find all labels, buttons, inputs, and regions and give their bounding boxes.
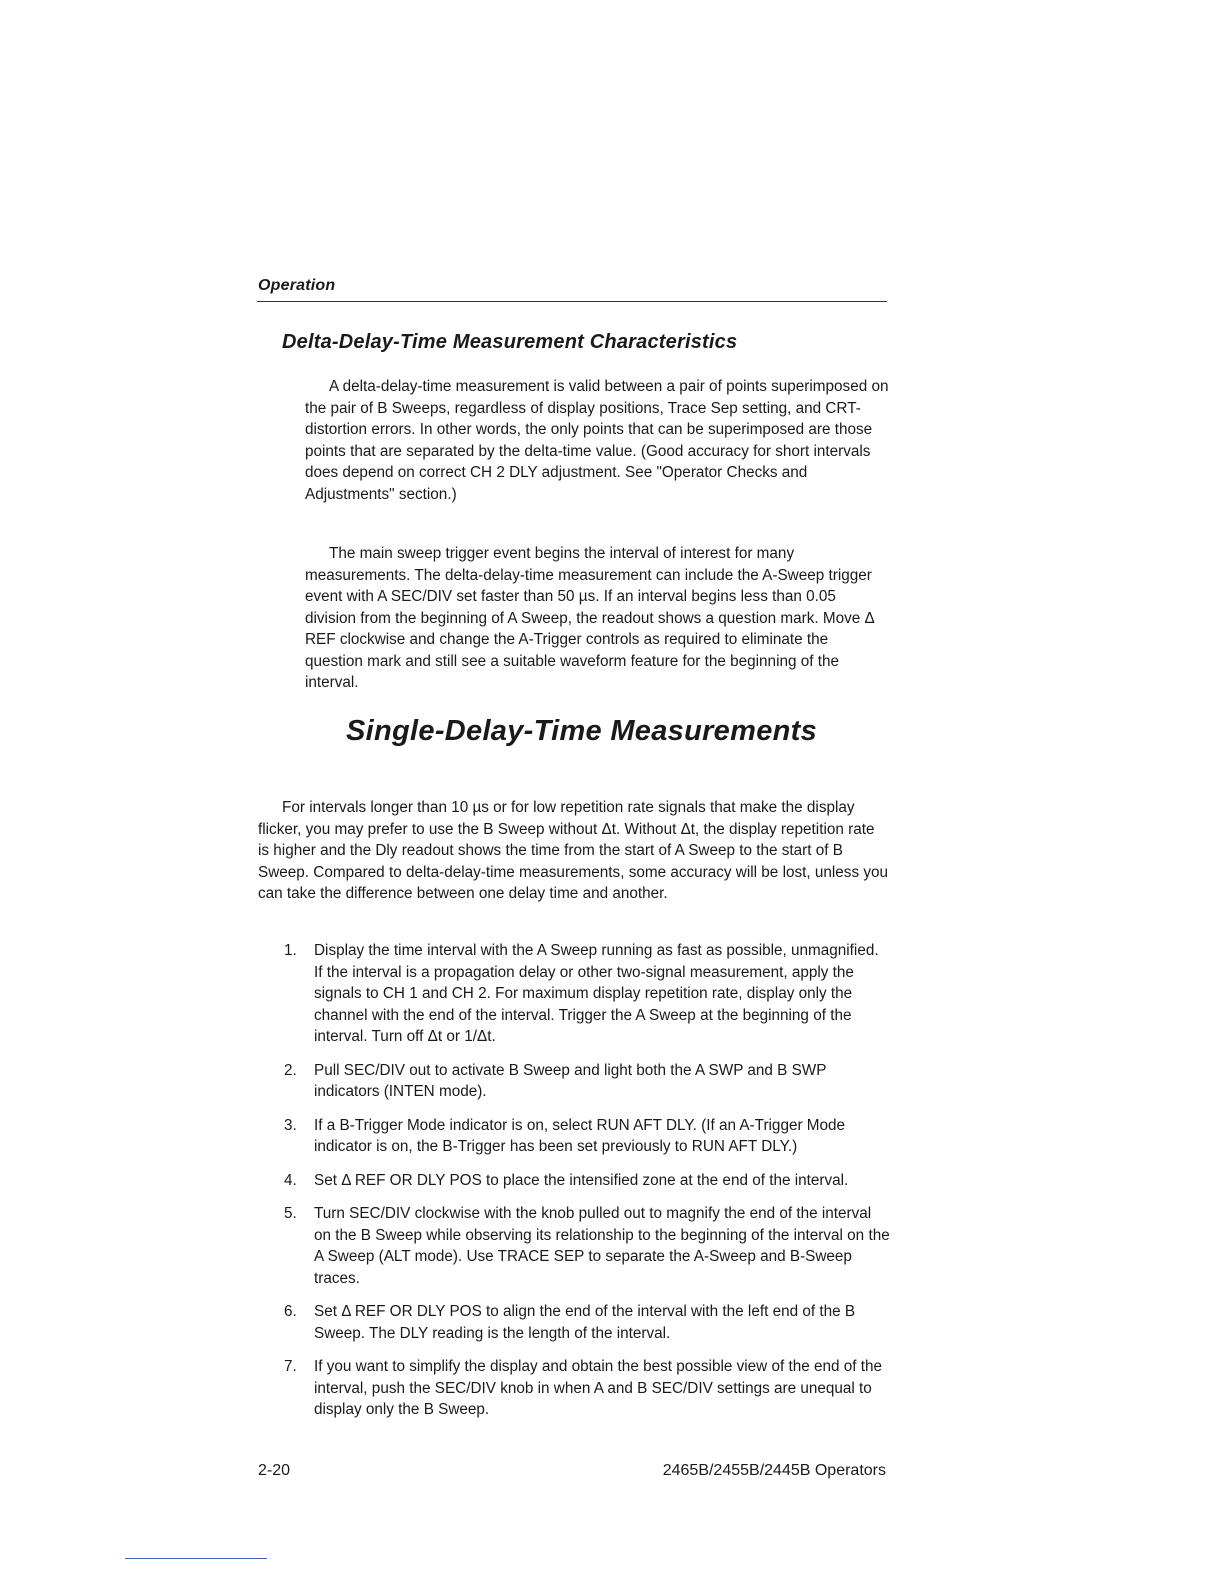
procedure-steps — [258, 940, 890, 1433]
step-text: Turn SEC/DIV clockwise with the knob pulled out to magnify the end of the interval on the B Sweep while observing its relationship to the beginning of the interval on the A Sweep (ALT mode). Use TRACE SEP to separate the A-Sweep and B-Sweep traces. — [314, 1205, 890, 1287]
step-number: 1. — [284, 942, 297, 959]
step-text: Display the time interval with the A Sweep running as fast as possible, unmagnified. If the interval is a propagation delay or other two-signal measurement, apply the signals to CH 1 and CH 2. For maximum display repetition rate, display only the channel with the end of the interval. Trigger the A Sweep at the beginning of the interval. Turn off Δt or 1/Δt. — [314, 942, 879, 1045]
step-item — [258, 1115, 890, 1158]
step-text: If a B-Trigger Mode indicator is on, select RUN AFT DLY. (If an A-Trigger Mode indicator is on, the B-Trigger has been set previously to RUN AFT DLY.) — [314, 1116, 846, 1155]
paragraph-text: A delta-delay-time measurement is valid between a pair of points superimposed on the pair of B Sweeps, regardless of display positions, Trace Sep setting, and CRT-distortion errors. In other words, the only points that can be superimposed are those points that are separated by the delta-time value. (Good accuracy for short intervals does depend on correct CH 2 DLY adjustment. See "Operator Checks and Adjustments" section.) — [305, 378, 889, 503]
paragraph-intro — [258, 797, 888, 905]
paragraph-text: For intervals longer than 10 µs or for low repetition rate signals that make the display flicker, you may prefer to use the B Sweep without Δt. Without Δt, the display repetition rate is higher and the Dly readout shows the time from the start of A Sweep to the start of B Sweep. Compared to delta-delay-time measurements, some accuracy will be lost, unless you can take the difference between one delay time and another. — [258, 799, 889, 902]
page-number: 2-20 — [258, 1462, 291, 1479]
bottom-rule — [125, 1558, 267, 1559]
step-number: 5. — [284, 1205, 297, 1222]
step-text: Set Δ REF OR DLY POS to align the end of the interval with the left end of the B Sweep. The DLY reading is the length of the interval. — [314, 1303, 856, 1342]
subsection-heading: Delta-Delay-Time Measurement Characteristics — [282, 331, 738, 353]
step-item — [258, 1170, 890, 1192]
paragraph-text: The main sweep trigger event begins the interval of interest for many measurements. The delta-delay-time measurement can include the A-Sweep trigger event with A SEC/DIV set faster than 50 µs. If an interval begins less than 0.05 division from the beginning of A Sweep, the readout shows a question mark. Move Δ REF clockwise and change the A-Trigger controls as required to eliminate the question mark and still see a suitable waveform feature for the beginning of the interval. — [305, 545, 874, 691]
step-text: Set Δ REF OR DLY POS to place the intensified zone at the end of the interval. — [314, 1171, 849, 1189]
step-number: 4. — [284, 1171, 297, 1189]
section-heading: Single-Delay-Time Measurements — [346, 715, 818, 747]
paragraph-validity — [305, 376, 890, 505]
step-number: 6. — [284, 1303, 297, 1320]
step-item — [258, 1060, 890, 1103]
step-item — [258, 1203, 890, 1289]
manual-title: 2465B/2455B/2445B Operators — [662, 1462, 886, 1479]
running-header: Operation — [258, 277, 336, 294]
step-item — [258, 940, 890, 1048]
step-item — [258, 1356, 890, 1421]
header-rule — [257, 301, 887, 302]
step-number: 2. — [284, 1061, 297, 1079]
step-item — [258, 1301, 890, 1344]
paragraph-trigger-event — [305, 543, 890, 694]
step-text: If you want to simplify the display and obtain the best possible view of the end of the interval, push the SEC/DIV knob in when A and B SEC/DIV settings are unequal to display only the B Sweep. — [314, 1358, 883, 1418]
step-text: Pull SEC/DIV out to activate B Sweep and light both the A SWP and B SWP indicators (INTEN mode). — [314, 1061, 827, 1100]
step-number: 7. — [284, 1358, 297, 1375]
step-number: 3. — [284, 1116, 297, 1134]
